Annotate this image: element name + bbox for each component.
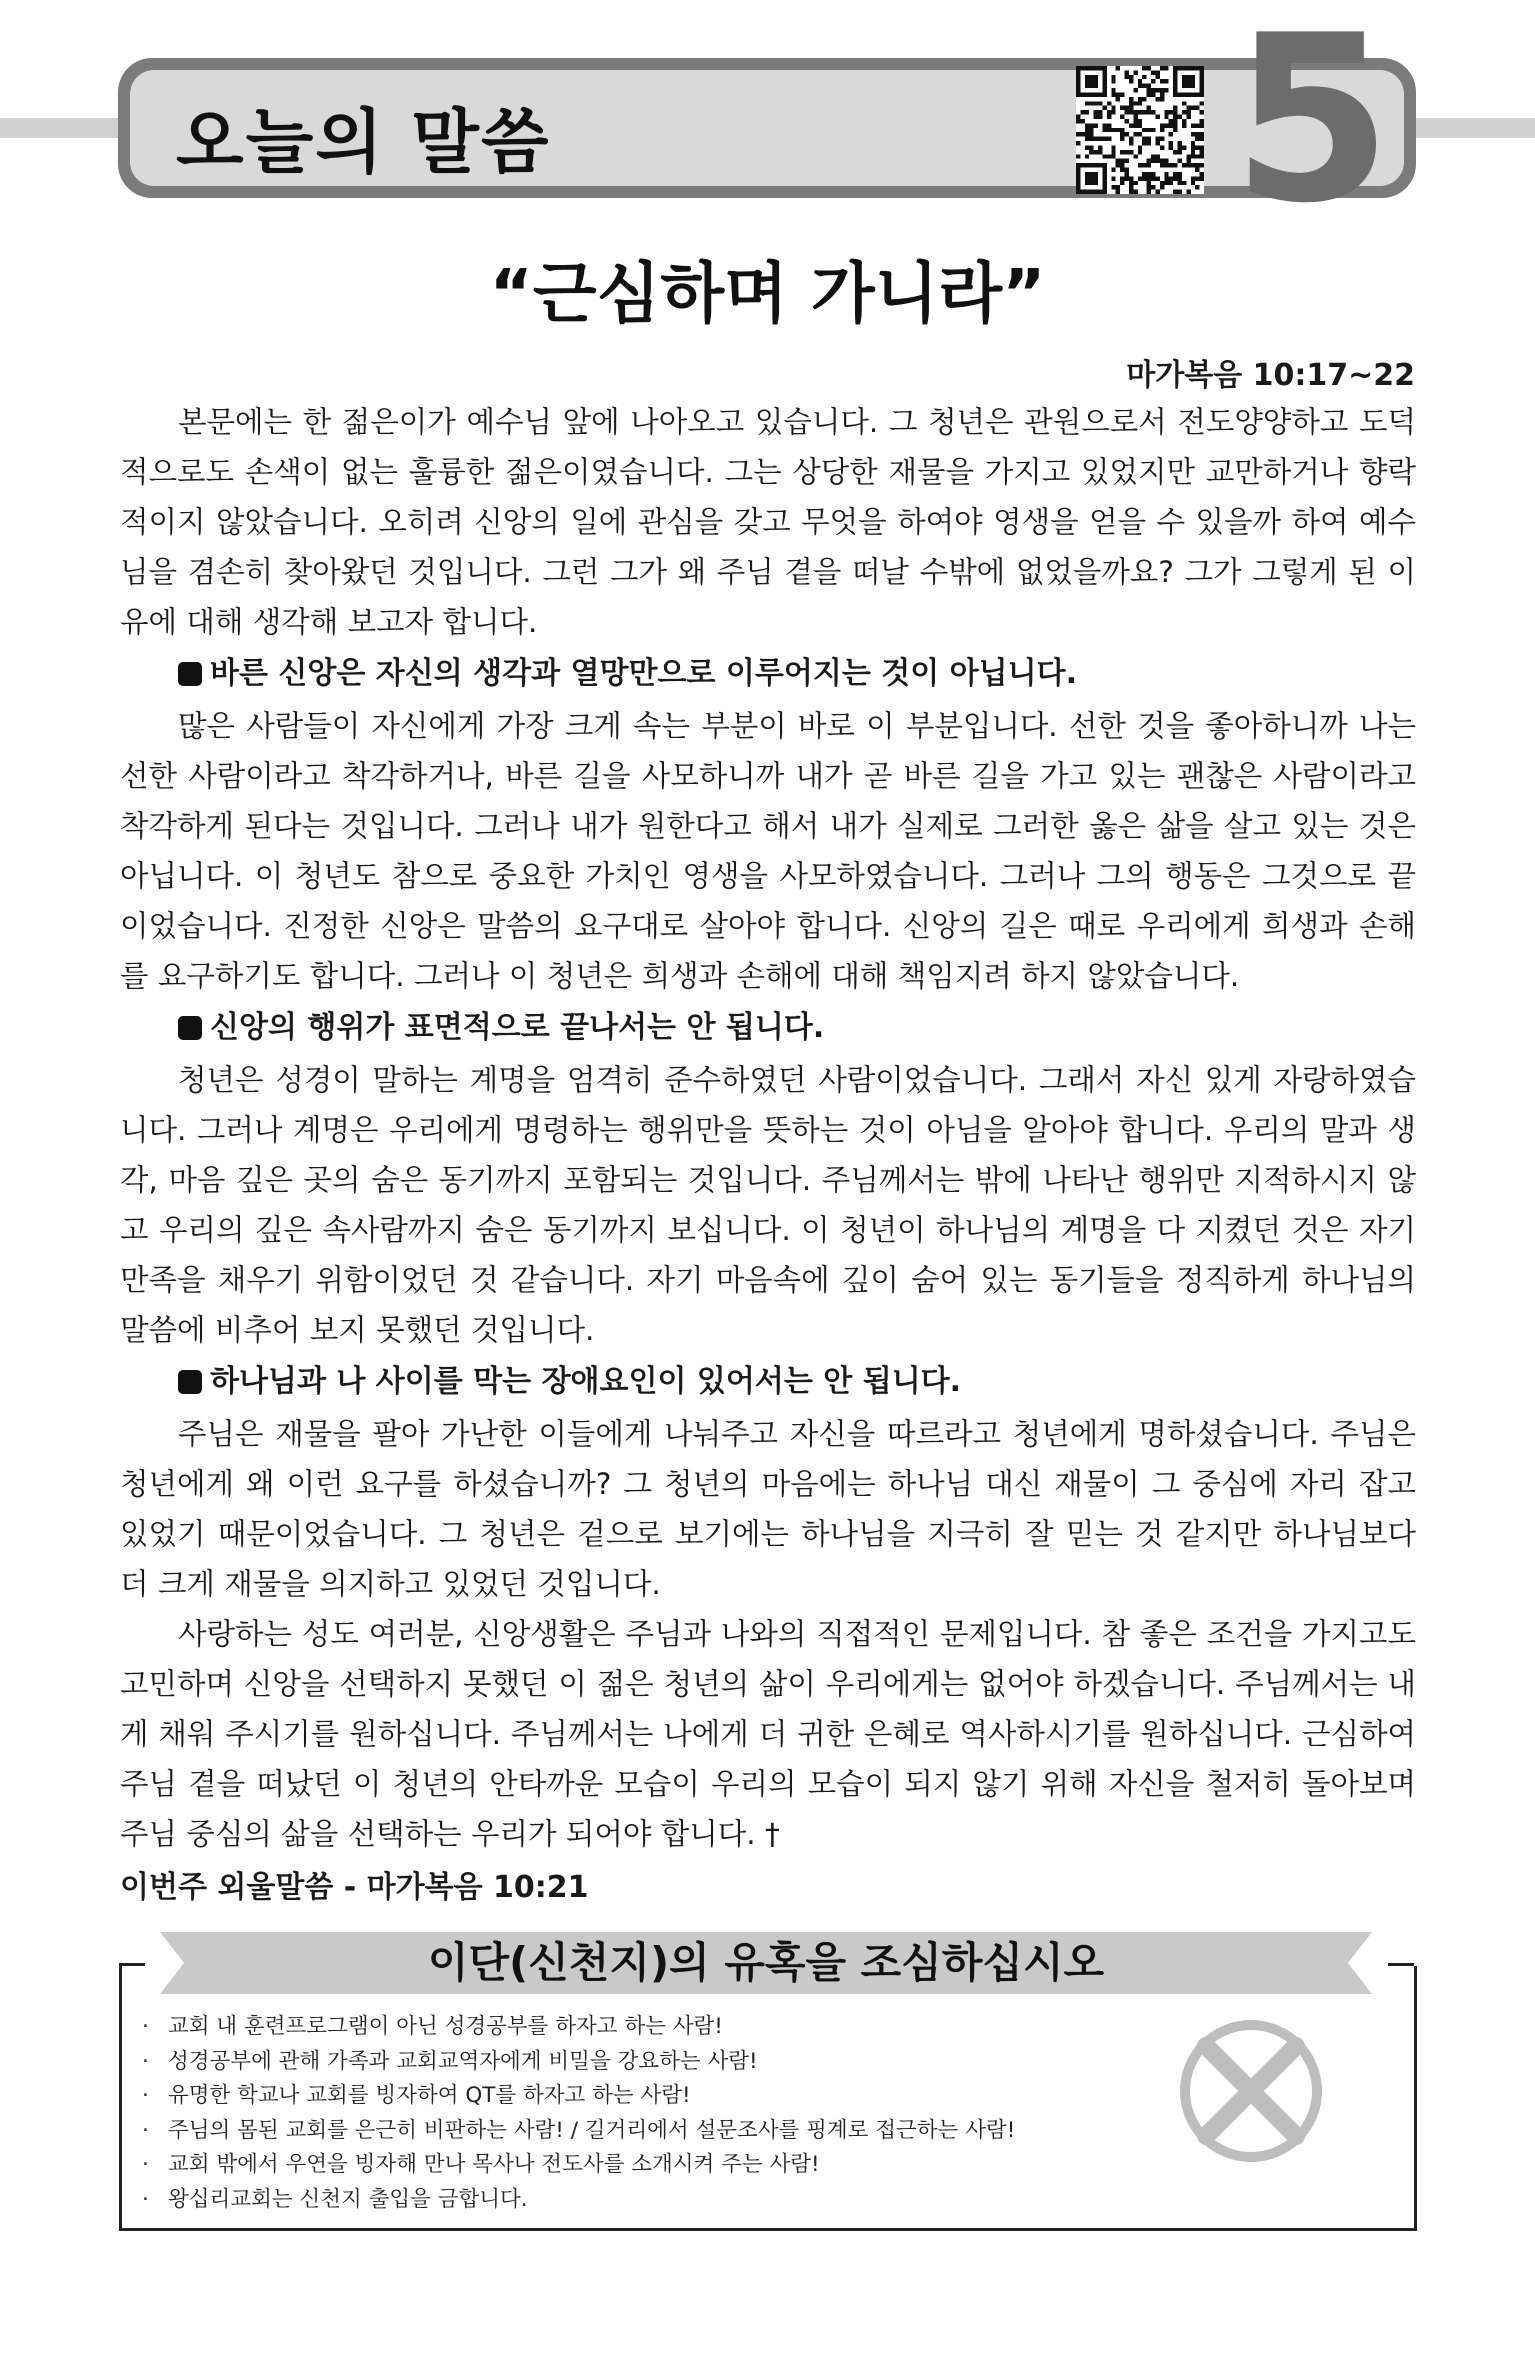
section-title: 오늘의 말씀 xyxy=(176,101,551,183)
point-heading-text: 바른 신앙은 자신의 생각과 열망만으로 이루어지는 것이 아닙니다. xyxy=(210,656,1077,691)
list-item: · 교회 밖에서 우연을 빙자해 만나 목사나 전도사를 소개시켜 주는 사람! xyxy=(142,2148,1015,2183)
scripture-reference: 마가복음 10:17~22 xyxy=(1126,358,1415,393)
point-heading-text: 하나님과 나 사이를 막는 장애요인이 있어서는 안 됩니다. xyxy=(210,1364,962,1399)
page-number: 5 xyxy=(1232,0,1393,254)
square-bullet-icon xyxy=(178,662,202,686)
point-paragraph-3: 주님은 재물을 팔아 가난한 이들에게 나눠주고 자신을 따르라고 청년에게 명하셨습니다. 주님은 청년에게 왜 이런 요구를 하셨습니까? 그 청년의 마음에는 하나님 대신 재물이 그 중심에 자리 잡고 있었기 때문이었습니다. 그 청년은 겉으로 보기에는 하나님을 지극히 잘 믿는 것 같지만 하나님보다 더 크게 재물을 의지하고 있었던 것입니다. xyxy=(120,1417,1416,1601)
warning-box-corner xyxy=(1388,1963,1414,1966)
point-heading-3 xyxy=(120,1355,1416,1409)
x-mark-icon xyxy=(1176,2016,1326,2166)
qr-code-icon[interactable] xyxy=(1076,66,1204,194)
warning-box-corner xyxy=(119,1963,145,1966)
square-bullet-icon xyxy=(178,1370,202,1394)
memory-verse: 이번주 외울말씀 - 마가복음 10:21 xyxy=(120,1870,589,1905)
list-item: · 주님의 몸된 교회를 은근히 비판하는 사람! / 길거리에서 설문조사를 핑계로 접근하는 사람! xyxy=(142,2114,1015,2149)
list-item: · 교회 내 훈련프로그램이 아닌 성경공부를 하자고 하는 사람! xyxy=(142,2010,1015,2045)
warning-list xyxy=(142,2010,1015,2217)
list-item: · 성경공부에 관해 가족과 교회교역자에게 비밀을 강요하는 사람! xyxy=(142,2045,1015,2080)
list-item: · 유명한 학교나 교회를 빙자하여 QT를 하자고 하는 사람! xyxy=(142,2079,1015,2114)
conclusion-paragraph: 사랑하는 성도 여러분, 신앙생활은 주님과 나와의 직접적인 문제입니다. 참 좋은 조건을 가지고도 고민하며 신앙을 선택하지 못했던 이 젊은 청년의 삶이 우리에게는 없어야 하겠습니다. 주님께서는 내게 채워 주시기를 원하십니다. 주님께서는 나에게 더 귀한 은혜로 역사하시기를 원하십니다. 근심하여 주님 곁을 떠났던 이 청년의 안타까운 모습이 우리의 모습이 되지 않기 위해 자신을 철저히 돌아보며 주님 중심의 삶을 선택하는 우리가 되어야 합니다. † xyxy=(120,1617,1416,1851)
intro-paragraph: 본문에는 한 젊은이가 예수님 앞에 나아오고 있습니다. 그 청년은 관원으로서 전도양양하고 도덕적으로도 손색이 없는 훌륭한 젊은이였습니다. 그는 상당한 재물을 가지고 있었지만 교만하거나 향락적이지 않았습니다. 오히려 신앙의 일에 관심을 갖고 무엇을 하여야 영생을 얻을 수 있을까 하여 예수님을 겸손히 찾아왔던 것입니다. 그런 그가 왜 주님 곁을 떠날 수밖에 없었을까요? 그가 그렇게 된 이유에 대해 생각해 보고자 합니다. xyxy=(120,405,1416,639)
warning-title: 이단(신천지)의 유혹을 조심하십시오 xyxy=(427,1938,1105,1987)
sermon-title: “근심하며 가니라” xyxy=(489,255,1046,332)
point-heading-1 xyxy=(120,647,1416,701)
point-paragraph-2: 청년은 성경이 말하는 계명을 엄격히 준수하였던 사람이었습니다. 그래서 자신 있게 자랑하였습니다. 그러나 계명은 우리에게 명령하는 행위만을 뜻하는 것이 아님을 알아야 합니다. 우리의 말과 생각, 마음 깊은 곳의 숨은 동기까지 포함되는 것입니다. 주님께서는 밖에 나타난 행위만 지적하시지 않고 우리의 깊은 속사람까지 숨은 동기까지 보십니다. 이 청년이 하나님의 계명을 다 지켰던 것은 자기만족을 채우기 위함이었던 것 같습니다. 자기 마음속에 깊이 숨어 있는 동기들을 정직하게 하나님의 말씀에 비추어 보지 못했던 것입니다. xyxy=(120,1063,1416,1347)
point-heading-text: 신앙의 행위가 표면적으로 끝나서는 안 됩니다. xyxy=(210,1010,825,1045)
point-paragraph-1: 많은 사람들이 자신에게 가장 크게 속는 부분이 바로 이 부분입니다. 선한 것을 좋아하니까 나는 선한 사람이라고 착각하거나, 바른 길을 사모하니까 내가 곧 바른 길을 가고 있는 괜찮은 사람이라고 착각하게 된다는 것입니다. 그러나 내가 원한다고 해서 내가 실제로 그러한 옳은 삶을 살고 있는 것은 아닙니다. 이 청년도 참으로 중요한 가치인 영생을 사모하였습니다. 그러나 그의 행동은 그것으로 끝이었습니다. 진정한 신앙은 말씀의 요구대로 살아야 합니다. 신앙의 길은 때로 우리에게 희생과 손해를 요구하기도 합니다. 그러나 이 청년은 희생과 손해에 대해 책임지려 하지 않았습니다. xyxy=(120,709,1416,993)
list-item: · 왕십리교회는 신천지 출입을 금합니다. xyxy=(142,2183,1015,2218)
square-bullet-icon xyxy=(178,1016,202,1040)
sermon-body xyxy=(120,397,1416,1859)
point-heading-2 xyxy=(120,1001,1416,1055)
warning-banner xyxy=(160,1932,1372,1994)
